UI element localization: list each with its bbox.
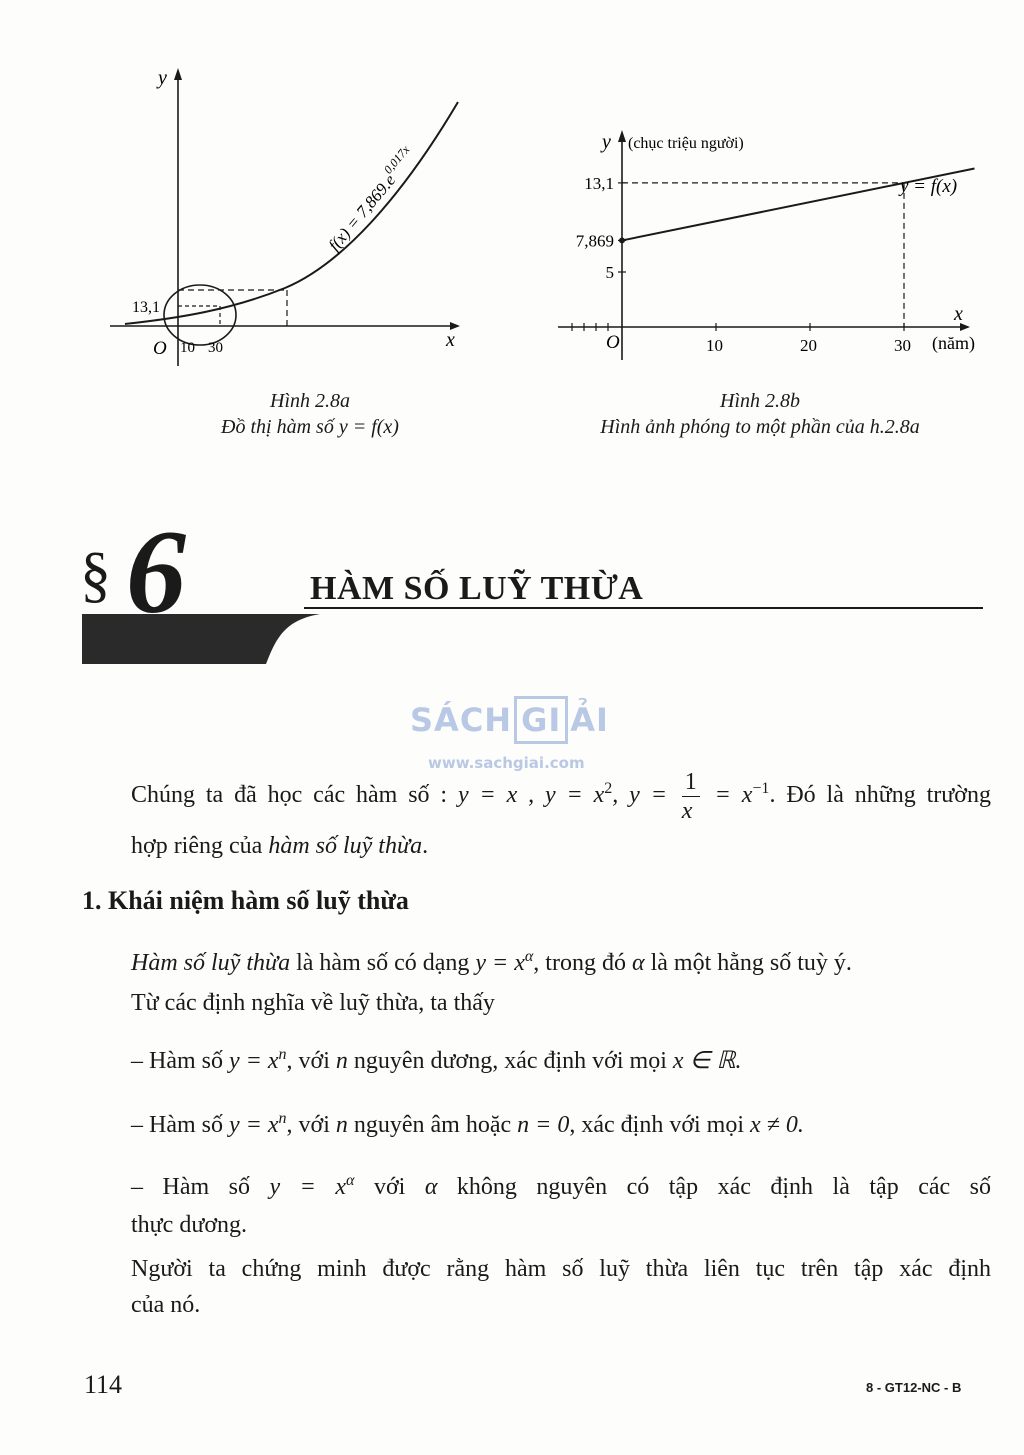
page-number: 114: [84, 1370, 123, 1399]
book-code: 8 - GT12-NC - B: [866, 1380, 962, 1395]
intro-text-1: Chúng ta đã học các hàm số :: [131, 782, 458, 809]
intro-line-2: [131, 831, 991, 861]
item2-text-b: , với: [286, 1112, 336, 1138]
from-definition: Từ các định nghĩa về luỹ thừa, ta thấy: [131, 990, 495, 1016]
fig-a-curve-label: [321, 142, 421, 254]
fig-a-origin-label: O: [153, 338, 167, 359]
fig-b-caption-title: Hình 2.8b: [720, 390, 800, 412]
list-item-2: [131, 1104, 991, 1140]
item3-math: y = x: [269, 1174, 347, 1200]
watermark-url: www.sachgiai.com: [428, 754, 585, 772]
watermark-brand-box: GI: [514, 696, 568, 744]
fig-a-y-label: y: [158, 67, 167, 89]
fig-b-origin-label: O: [606, 332, 620, 353]
fraction-denominator: x: [681, 798, 693, 824]
def-exponent: α: [524, 948, 534, 965]
fig-a-curve-exponent: 0,017x: [380, 142, 413, 177]
fig-b-x-unit: (năm): [932, 333, 975, 353]
def-math: y = x: [475, 950, 525, 976]
item2-text-e: , xác định với mọi: [569, 1112, 751, 1138]
fig-b-y-label: y: [602, 131, 611, 153]
item2-exponent: n: [278, 1110, 287, 1127]
def-text-3: là một hằng số tuỳ ý.: [644, 950, 852, 976]
fig-a-tick-x-30: 30: [208, 340, 223, 356]
def-text-2: , trong đó: [533, 950, 632, 976]
fig-a-caption-title: Hình 2.8a: [270, 390, 350, 412]
item1-text-a: – Hàm số: [131, 1048, 229, 1074]
item3-text-b: với: [354, 1174, 425, 1200]
section-title: HÀM SỐ LUỸ THỪA: [310, 570, 644, 607]
list-item-1: [131, 1040, 991, 1076]
fig-b-line-label: y = f(x): [900, 176, 958, 197]
item2-n-zero: n = 0: [517, 1112, 570, 1138]
def-italic-term: Hàm số luỹ thừa: [131, 950, 291, 976]
item3-text-a: – Hàm số: [131, 1174, 270, 1200]
section-header: [80, 505, 985, 670]
item1-domain: x ∈ ℝ.: [672, 1048, 742, 1074]
fig-a-x-label: x: [446, 329, 455, 351]
definition-paragraph: [131, 942, 991, 978]
exponential-curve: [125, 102, 458, 324]
item3-alpha: α: [424, 1174, 438, 1200]
intro-math-1: y = x , y = x: [457, 782, 605, 809]
banner-shape: [82, 614, 320, 664]
item2-text-a: – Hàm số: [131, 1112, 229, 1138]
intro-exponent: −1: [752, 780, 770, 798]
fig-a-tick-x-10: 10: [180, 340, 195, 356]
watermark-brand: [410, 696, 609, 744]
zoom-ellipse: [164, 285, 236, 345]
section-symbol: §: [80, 541, 111, 609]
item3-line-2: thực dương.: [131, 1212, 248, 1238]
proof-line-2: của nó.: [131, 1292, 201, 1318]
intro-text-2: . Đó là những trường: [769, 782, 991, 809]
figure-2-8b: [550, 120, 1000, 370]
intro-math-2: , y =: [612, 782, 678, 809]
item3-text-c: không nguyên có tập xác định là tập các số: [437, 1174, 992, 1200]
list-item-3: [131, 1166, 991, 1240]
proof-line-1: Người ta chứng minh được rằng hàm số luỹ thừa liên tục trên tập xác định: [131, 1256, 991, 1282]
intro-text-3: hợp riêng của: [131, 833, 269, 859]
item1-math: y = x: [229, 1048, 279, 1074]
def-alpha: α: [631, 950, 645, 976]
fraction-numerator: 1: [682, 768, 700, 797]
fraction-one-over-x: [682, 768, 700, 825]
x-tick-label-10: 10: [706, 336, 723, 355]
item1-text-c: nguyên dương, xác định với mọi: [347, 1048, 673, 1074]
x-tick-label-30: 30: [894, 336, 911, 355]
watermark-brand-right: ẢI: [570, 701, 609, 739]
section-number: 6: [126, 505, 186, 638]
point-intercept: [619, 237, 625, 243]
fig-b-caption-text: Hình ảnh phóng to một phần của h.2.8a: [600, 416, 920, 438]
watermark: [410, 680, 620, 780]
y-axis-arrow: [174, 68, 182, 80]
y-tick-label-2: 13,1: [584, 173, 614, 193]
intro-line-1: [131, 768, 991, 825]
item1-text-b: , với: [286, 1048, 336, 1074]
def-text-1: là hàm số có dạng: [290, 950, 476, 976]
item1-n: n: [335, 1048, 348, 1074]
x-tick-label-20: 20: [800, 336, 817, 355]
item2-n: n: [335, 1112, 348, 1138]
fig-a-caption: [160, 388, 460, 440]
item2-domain: x ≠ 0.: [750, 1112, 804, 1138]
y-tick-label-1: 7,869: [575, 231, 614, 251]
figure-2-8a: [100, 60, 480, 370]
watermark-brand-left: SÁCH: [410, 701, 513, 739]
intro-text-4: .: [422, 833, 429, 859]
item3-exponent: α: [346, 1172, 355, 1189]
intro-italic-term: hàm số luỹ thừa: [268, 833, 423, 859]
proof-paragraph: [131, 1254, 991, 1320]
y-axis-arrow: [618, 130, 626, 142]
fig-b-caption: [560, 388, 960, 440]
heading-1: 1. Khái niệm hàm số luỹ thừa: [82, 886, 409, 915]
intro-math-3: = x: [703, 782, 753, 809]
fig-a-caption-text: Đồ thị hàm số y = f(x): [221, 416, 399, 438]
fig-a-curve-formula: f(x) = 7,869.e: [324, 170, 400, 255]
y-tick-label-0: 5: [605, 263, 614, 282]
fig-b-x-label: x: [954, 303, 963, 325]
fig-a-tick-y: 13,1: [132, 299, 160, 316]
fig-b-y-unit: (chục triệu người): [628, 135, 744, 152]
intro-square: 2: [604, 780, 613, 798]
item2-text-c: nguyên âm hoặc: [347, 1112, 518, 1138]
item2-math: y = x: [229, 1112, 279, 1138]
item3-line-1: [131, 1166, 991, 1202]
intro-paragraph: [131, 768, 991, 861]
item1-exponent: n: [278, 1046, 287, 1063]
